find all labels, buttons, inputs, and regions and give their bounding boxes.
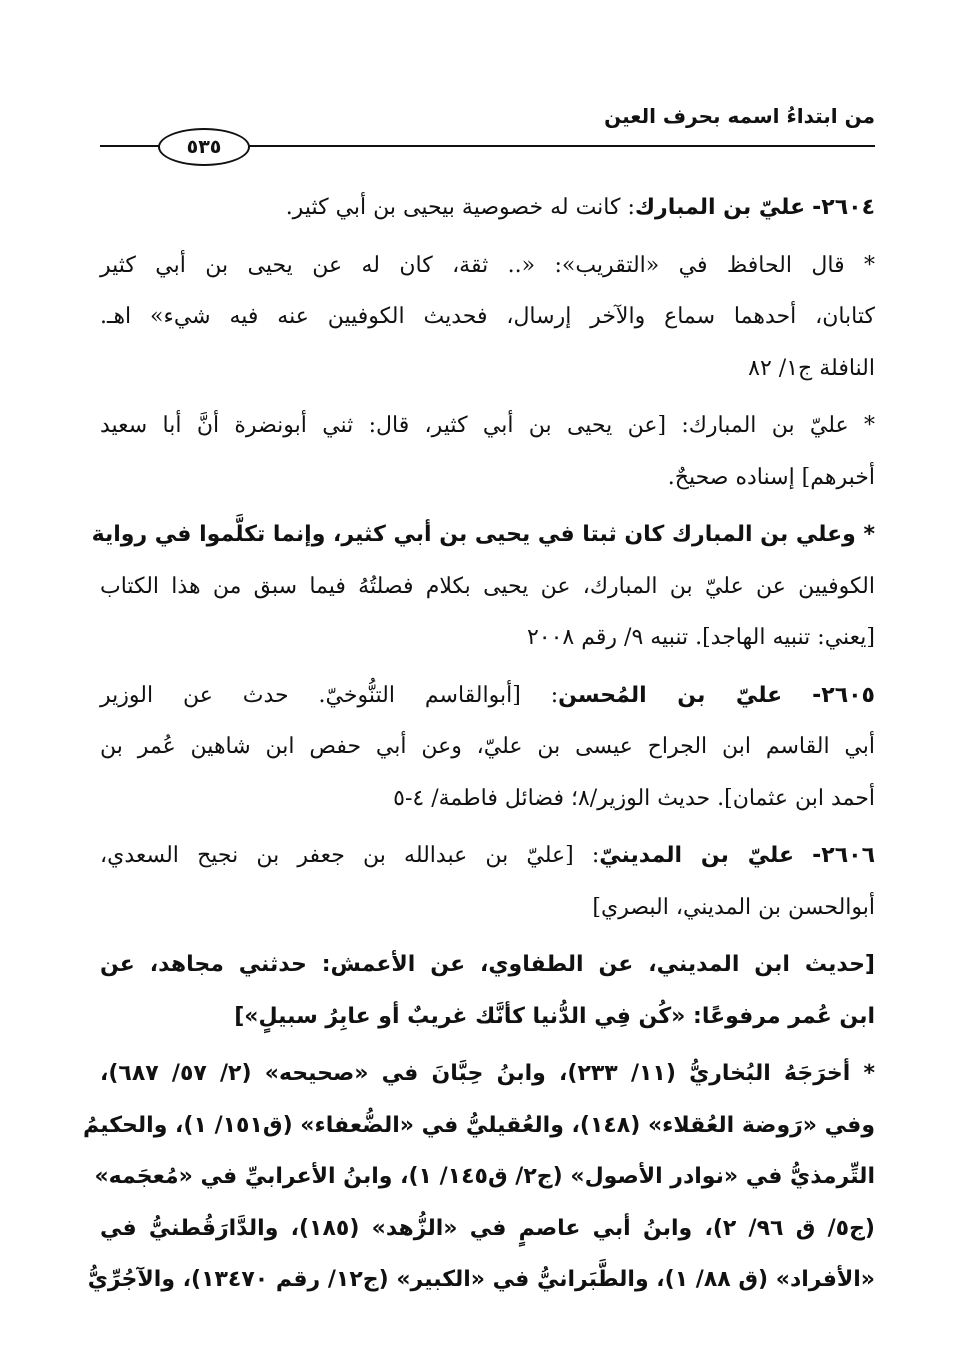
text-line: النافلة ج١/ ٨٢ bbox=[748, 355, 875, 381]
page-body bbox=[83, 182, 875, 1306]
takhrij-line: «الأفراد» (ق ٨٨/ ١)، والطَّبَرانيُّ في «الكبير» (ج١٢/ رقم ١٣٤٧٠)، والآجُرِّيُّ bbox=[87, 1267, 875, 1292]
entry-2606-heading bbox=[100, 830, 875, 882]
text-line: * عليّ بن المبارك: [عن يحيى بن أبي كثير، قال: ثني أبونضرة أنَّ أبا سعيد bbox=[100, 413, 875, 438]
entry-name: عليّ بن المُحسن bbox=[558, 682, 783, 708]
takhrij-line: التِّرمذيُّ في «نوادر الأصول» (ج٢/ ق١٤٥/ ١)، وابنُ الأعرابيِّ في «مُعجَمه» bbox=[94, 1164, 875, 1189]
text-line: أبي القاسم ابن الجراح عيسى بن عليّ، وعن أبي حفص ابن شاهين عُمر بن bbox=[100, 734, 875, 759]
takhrij-line: (ج٥/ ق ٩٦/ ٢)، وابنُ أبي عاصمٍ في «الزُّهد» (١٨٥)، والدَّارَقُطنيُّ في bbox=[100, 1215, 875, 1241]
page-number: ٥٣٥ bbox=[158, 128, 250, 166]
entry-2604-heading bbox=[100, 182, 875, 234]
running-header bbox=[100, 104, 875, 158]
text-line: أحمد ابن عثمان]. حديث الوزير/٨؛ فضائل فاطمة/ ٤-٥ bbox=[393, 785, 875, 811]
entry-number: ٢٦٠٤- bbox=[812, 195, 875, 220]
entry-number: ٢٦٠٥- bbox=[812, 682, 875, 708]
takhrij-line: * أخرَجَهُ البُخاريُّ (١١/ ٢٣٣)، وابنُ حِبَّانَ في «صحيحه» (٢/ ٥٧/ ٦٨٧)، bbox=[100, 1061, 875, 1086]
takhrij-line: وفي «رَوضة العُقلاء» (١٤٨)، والعُقيليُّ في «الضُّعفاء» (ق١٥١/ ١)، والحكيمُ bbox=[83, 1112, 875, 1138]
text-line: الكوفيين عن عليّ بن المبارك، عن يحيى بكلام فصلتُهُ فيما سبق من هذا الكتاب bbox=[100, 573, 875, 599]
entry-text: : [أبوالقاسم التنُّوخيّ. حدث عن الوزير bbox=[100, 682, 559, 708]
text-line: * وعلي بن المبارك كان ثبتا في يحيى بن أبي كثير، وإنما تكلَّموا في رواية bbox=[91, 522, 875, 547]
text-line: كتابان، أحدهما سماع والآخر إرسال، فحديث الكوفيين عنه فيه شيء» اهـ. bbox=[100, 304, 875, 329]
text-line: * قال الحافظ في «التقريب»: «.. ثقة، كان له عن يحيى بن أبي كثير bbox=[100, 252, 875, 278]
entry-name: عليّ بن المدينيّ bbox=[599, 843, 794, 868]
header-title: من ابتداءُ اسمه بحرف العين bbox=[604, 104, 875, 128]
entry-2605-heading bbox=[100, 670, 875, 722]
entry-text: : [عليّ بن عبدالله بن جعفر بن نجيح السعدي، bbox=[100, 843, 600, 868]
text-line: [يعني: تنبيه الهاجد]. تنبيه ٩/ رقم ٢٠٠٨ bbox=[526, 625, 875, 650]
entry-text: : كانت له خصوصية بيحيى بن أبي كثير. bbox=[285, 195, 635, 220]
text-line: أخبرهم] إسناده صحيحٌ. bbox=[667, 464, 875, 490]
entry-number: ٢٦٠٦- bbox=[812, 843, 875, 868]
hadith-line: [حديث ابن المديني، عن الطفاوي، عن الأعمش: حدثني مجاهد، عن bbox=[100, 952, 875, 977]
hadith-line: ابن عُمر مرفوعًا: «كُن فِي الدُّنيا كأنَّك غريبٌ أو عابِرُ سبيلٍ»] bbox=[234, 1003, 875, 1029]
text-line: أبوالحسن بن المديني، البصري] bbox=[592, 894, 875, 920]
entry-name: عليّ بن المبارك bbox=[634, 195, 806, 220]
